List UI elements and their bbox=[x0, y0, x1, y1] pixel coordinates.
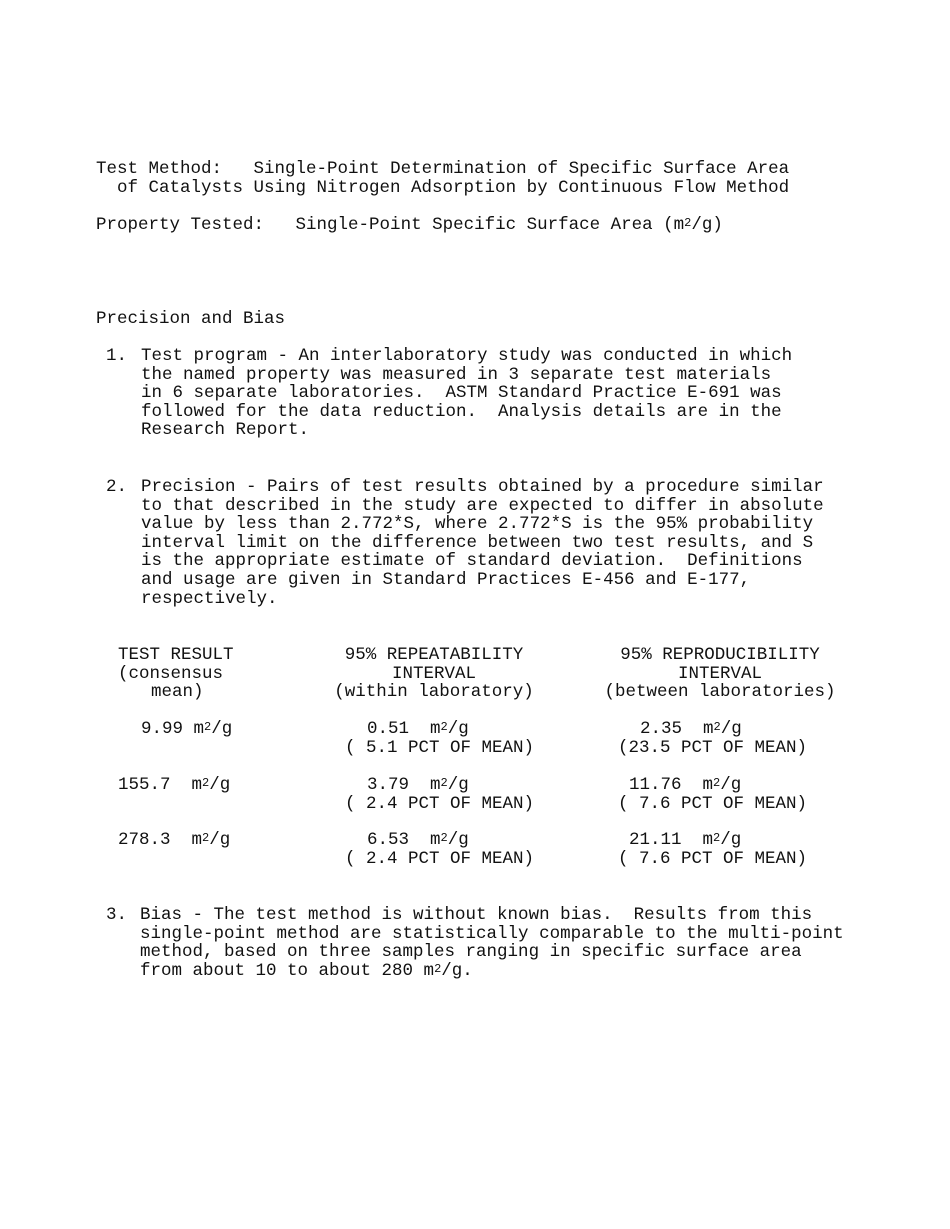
section-title: Precision and Bias bbox=[96, 309, 286, 329]
table-header-repeatability: 95% REPEATABILITY INTERVAL (within laboratory) bbox=[334, 645, 534, 703]
item-2-number: 2. bbox=[106, 477, 128, 497]
table-header-test-result: TEST RESULT (consensus mean) bbox=[118, 645, 234, 703]
test-method-label: Test Method: bbox=[96, 159, 223, 179]
item-1-text: Test program - An interlaboratory study was conducted in which the named property was measured in 3 separate test materials in 6 separate laboratories. ASTM Standard Practice E-691 was followed for the data reduction. Analysis details are in the Research Report. bbox=[141, 346, 793, 441]
table-row-1-repeat: 0.51 $m^2/g$ bbox=[367, 719, 469, 739]
table-row-3-reprod-pct: ( 7.6 PCT OF MEAN) bbox=[618, 849, 808, 869]
table-row-1-reprod-pct: (23.5 PCT OF MEAN) bbox=[618, 738, 808, 758]
item-1-number: 1. bbox=[106, 346, 128, 366]
table-row-1-repeat-pct: ( 5.1 PCT OF MEAN) bbox=[345, 738, 535, 758]
table-row-2-reprod-pct: ( 7.6 PCT OF MEAN) bbox=[618, 794, 808, 814]
item-3-text: Bias - The test method is without known bias. Results from this single-point method are statistically comparable to the multi-point method, based on three samples ranging in specific surface area from about 10 to about 280 $m^2/g$. bbox=[140, 905, 844, 981]
table-row-2-repeat: 3.79 $m^2/g$ bbox=[367, 775, 469, 795]
table-header-reproducibility: 95% REPRODUCIBILITY INTERVAL (between laboratories) bbox=[604, 645, 836, 703]
test-method-value-line2: of Catalysts Using Nitrogen Adsorption by Continuous Flow Method bbox=[117, 178, 790, 198]
table-row-3-result: 278.3 $m^2/g$ bbox=[118, 830, 231, 850]
item-2-text: Precision - Pairs of test results obtained by a procedure similar to that described in the study are expected to differ in absolute value by less than 2.772*S, where 2.772*S is the 95% probability interval limit on the difference between two test results, and S is the appropriate estimate of standard deviation. Definitions and usage are given in Standard Practices E-456 and E-177, respectively. bbox=[141, 477, 824, 609]
table-row-1-result: 9.99 $m^2/g$ bbox=[141, 719, 233, 739]
table-row-1-reprod: 2.35 $m^2/g$ bbox=[640, 719, 742, 739]
table-row-3-repeat: 6.53 $m^2/g$ bbox=[367, 830, 469, 850]
property-tested-line bbox=[96, 216, 723, 235]
item-3-number: 3. bbox=[106, 905, 128, 925]
property-value: Single-Point Specific Surface Area $(m^2/g)$ bbox=[295, 215, 723, 235]
table-row-3-repeat-pct: ( 2.4 PCT OF MEAN) bbox=[345, 849, 535, 869]
table-row-3-reprod: 21.11 $m^2/g$ bbox=[629, 830, 742, 850]
test-method-line1 bbox=[96, 160, 789, 179]
test-method-value-line1: Single-Point Determination of Specific Surface Area bbox=[253, 159, 790, 179]
table-row-2-result: 155.7 $m^2/g$ bbox=[118, 775, 231, 795]
property-label: Property Tested: bbox=[96, 215, 265, 235]
table-row-2-reprod: 11.76 $m^2/g$ bbox=[629, 775, 742, 795]
table-row-2-repeat-pct: ( 2.4 PCT OF MEAN) bbox=[345, 794, 535, 814]
